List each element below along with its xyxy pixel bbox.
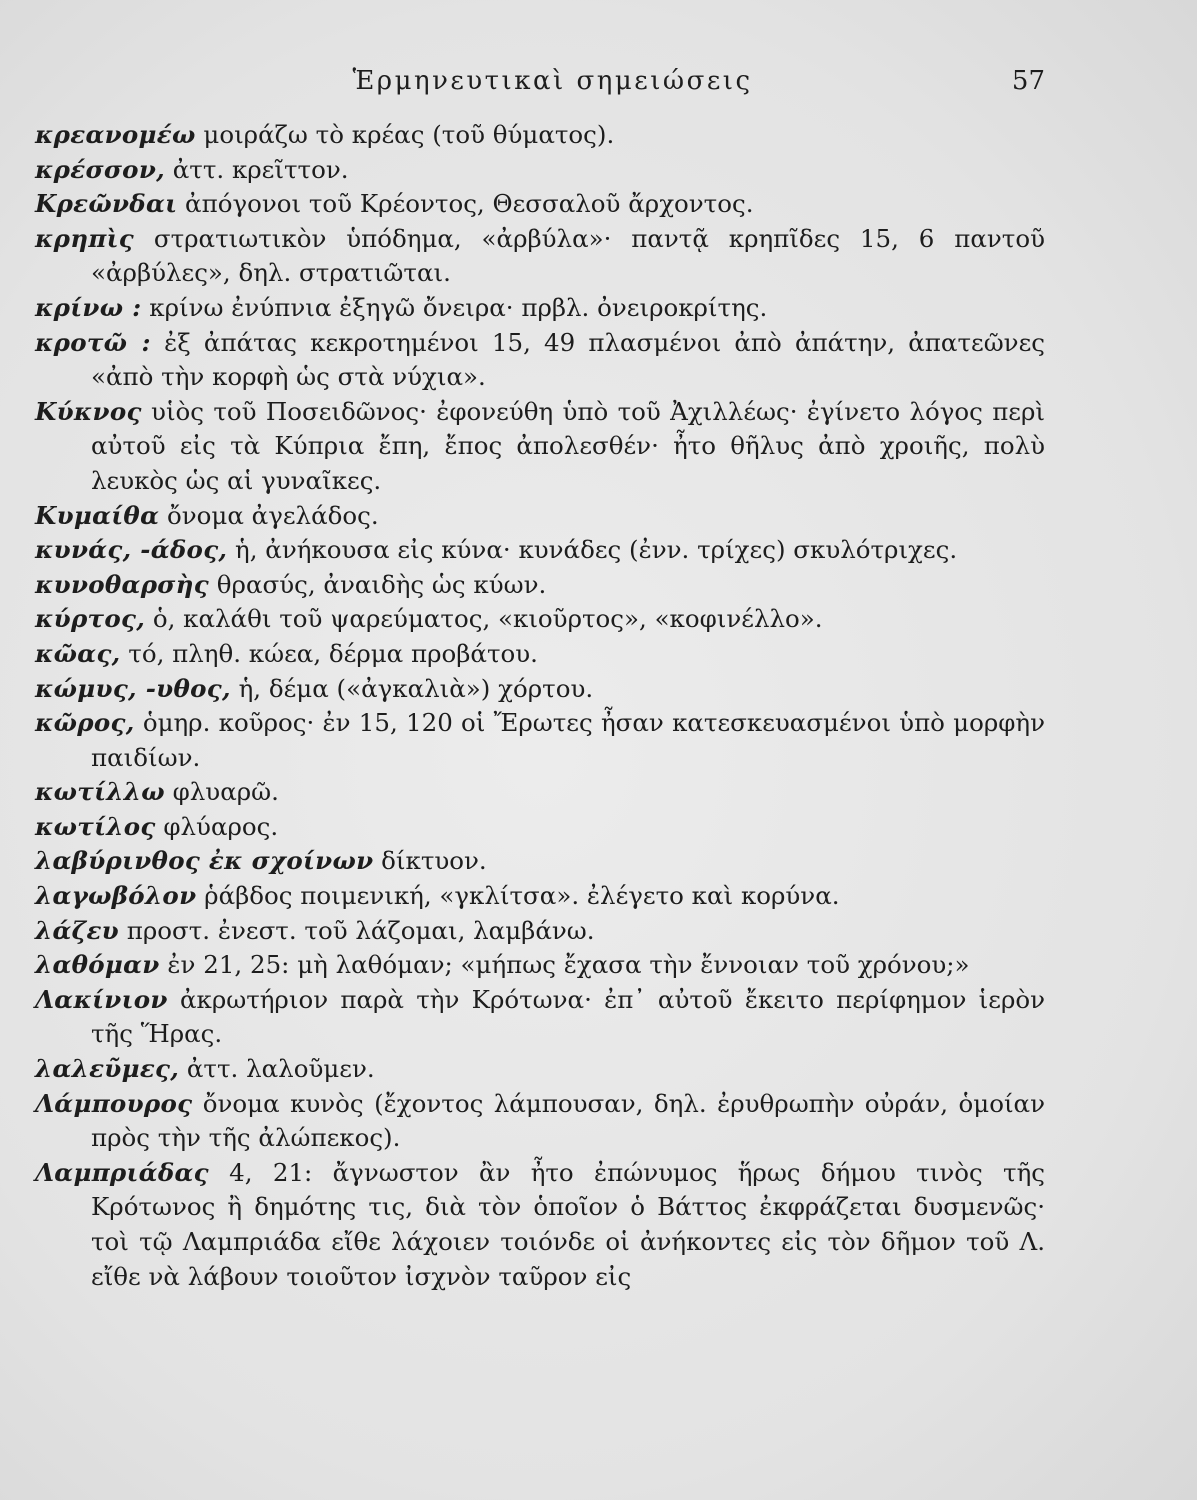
glossary-entry — [35, 1156, 1045, 1294]
entry-headword: Λαμπριάδας — [35, 1157, 209, 1187]
glossary-entry — [35, 983, 1045, 1052]
entry-definition: ἡ, ἀνήκουσα εἰς κύνα· κυνάδες (ἐνν. τρίχες) σκυλότριχες. — [227, 535, 958, 565]
entry-headword: Κυμαίθα — [35, 500, 160, 530]
entry-definition: ἀττ. λαλοῦμεν. — [179, 1054, 375, 1084]
entry-definition: ἐξ ἀπάτας κεκροτημένοι 15, 49 πλασμένοι ἀπὸ ἀπάτην, ἀπατεῶνες «ἀπὸ τὴν κορφὴ ὡς στὰ νύχια». — [91, 327, 1045, 392]
entry-headword: κυνοθαρσὴς — [35, 569, 209, 599]
glossary-entry — [35, 602, 1045, 637]
entry-headword: Κύκνος — [35, 396, 142, 426]
entry-definition: 4, 21: ἄγνωστον ἂν ἦτο ἐπώνυμος ἥρως δήμου τινὸς τῆς Κρότωνος ἢ δημότης τις, διὰ τὸν ὁποῖον ὁ Βάττος ἐκφράζεται δυσμενῶς· τοὶ τῷ Λαμπριάδα εἴθε λάχοιεν τοιόνδε οἱ ἀνήκοντες εἰς τὸν δῆμον τοῦ Λ. εἴθε νὰ λάβουν τοιοῦτον ἰσχνὸν ταῦρον εἰς — [91, 1157, 1045, 1291]
glossary-entry — [35, 395, 1045, 499]
glossary-entry — [35, 706, 1045, 775]
entry-headword: λαβύρινθος ἐκ σχοίνων — [35, 846, 374, 876]
glossary-entry — [35, 775, 1045, 810]
entry-headword: κροτῶ : — [35, 327, 151, 357]
entry-definition: φλύαρος. — [155, 811, 279, 841]
entry-definition: κρίνω ἐνύπνια ἐξηγῶ ὄνειρα· πρβλ. ὀνειροκρίτης. — [141, 292, 768, 322]
entry-headword: κρέσσον, — [35, 154, 165, 184]
entry-definition: δίκτυον. — [373, 846, 487, 876]
glossary-entry — [35, 153, 1045, 188]
entry-headword: Λάμπουρος — [35, 1088, 193, 1118]
entry-headword: κρηπὶς — [35, 223, 134, 253]
glossary-entry — [35, 914, 1045, 949]
entry-headword: λαλεῦμες, — [35, 1054, 180, 1084]
entry-headword: κωτίλλω — [35, 777, 165, 807]
entry-definition: προστ. ἐνεστ. τοῦ λάζομαι, λαμβάνω. — [118, 915, 595, 945]
entry-headword: λαγωβόλον — [35, 881, 197, 911]
glossary-entry — [35, 1087, 1045, 1156]
entry-headword: κρεανομέω — [35, 120, 196, 149]
entry-definition: ὄνομα κυνὸς (ἔχοντος λάμπουσαν, δηλ. ἐρυθρωπὴν οὐράν, ὁμοίαν πρὸς τὴν τῆς ἀλώπεκος). — [91, 1088, 1045, 1153]
glossary-entry — [35, 810, 1045, 845]
entry-definition: ῥάβδος ποιμενική, «γκλίτσα». ἐλέγετο καὶ κορύνα. — [196, 881, 840, 911]
entry-headword: κωτίλος — [35, 811, 156, 841]
glossary-entry — [35, 291, 1045, 326]
entry-definition: ἀκρωτήριον παρὰ τὴν Κρότωνα· ἐπ᾽ αὐτοῦ ἔκειτο περίφημον ἱερὸν τῆς Ἥρας. — [91, 984, 1045, 1049]
entry-definition: φλυαρῶ. — [164, 777, 279, 807]
glossary-entry — [35, 326, 1045, 395]
glossary-entry — [35, 568, 1045, 603]
entry-headword: κῶας, — [35, 638, 121, 668]
glossary-entry — [35, 533, 1045, 568]
entry-definition: ἀπόγονοι τοῦ Κρέοντος, Θεσσαλοῦ ἄρχοντος. — [177, 189, 754, 219]
entry-definition: ὁ, καλάθι τοῦ ψαρεύματος, «κιοῦρτος», «κοφινέλλο». — [145, 604, 823, 634]
entry-definition: ἐν 21, 25: μὴ λαθόμαν; «μήπως ἔχασα τὴν ἔννοιαν τοῦ χρόνου;» — [159, 950, 970, 980]
entry-definition: θρασύς, ἀναιδὴς ὡς κύων. — [209, 569, 547, 599]
entry-definition: ἀττ. κρεῖττον. — [164, 154, 349, 184]
glossary-entry — [35, 222, 1045, 291]
entry-headword: κρίνω : — [35, 292, 142, 322]
glossary-entry — [35, 844, 1045, 879]
glossary-entries — [35, 118, 1045, 1294]
glossary-entry — [35, 1052, 1045, 1087]
entry-definition: υἱὸς τοῦ Ποσειδῶνος· ἐφονεύθη ὑπὸ τοῦ Ἀχιλλέως· ἐγίνετο λόγος περὶ αὐτοῦ εἰς τὰ Κύπρια ἔπη, ἔπος ἀπολεσθέν· ἦτο θῆλυς ἀπὸ χροιῆς, πολὺ λευκὸς ὡς αἱ γυναῖκες. — [91, 396, 1045, 495]
glossary-entry — [35, 187, 1045, 222]
entry-headword: λαθόμαν — [35, 950, 160, 980]
entry-headword: Κρεῶνδαι — [35, 189, 178, 219]
glossary-entry — [35, 948, 1045, 983]
entry-headword: κώμυς, -υθος, — [35, 673, 231, 703]
entry-definition: ὁμηρ. κοῦρος· ἐν 15, 120 οἱ Ἔρωτες ἦσαν κατεσκευασμένοι ὑπὸ μορφὴν παιδίων. — [91, 708, 1045, 772]
glossary-entry — [35, 637, 1045, 672]
entry-definition: ἡ, δέμα («ἀγκαλιὰ») χόρτου. — [230, 673, 594, 703]
glossary-entry — [35, 879, 1045, 914]
entry-headword: Λακίνιον — [35, 984, 168, 1014]
glossary-entry — [35, 499, 1045, 534]
page-number: 57 — [1011, 66, 1045, 96]
glossary-entry — [35, 118, 1045, 153]
entry-headword: κύρτος, — [35, 604, 146, 634]
glossary-entry — [35, 672, 1045, 707]
entry-definition: μοιράζω τὸ κρέας (τοῦ θύματος). — [195, 120, 615, 149]
entry-definition: στρατιωτικὸν ὑπόδημα, «ἀρβύλα»· παντᾷ κρηπῖδες 15, 6 παντοῦ «ἀρβύλες», δηλ. στρατιῶται. — [91, 223, 1045, 288]
entry-headword: κυνάς, -άδος, — [35, 535, 228, 565]
entry-definition: ὄνομα ἀγελάδος. — [159, 500, 379, 530]
entry-headword: λάζευ — [35, 915, 119, 945]
running-title: Ἑρμηνευτικαὶ σημειώσεις — [352, 66, 753, 96]
entry-definition: τό, πληθ. κώεα, δέρμα προβάτου. — [120, 638, 538, 668]
page-header — [60, 66, 1045, 106]
entry-headword: κῶρος, — [35, 708, 135, 738]
